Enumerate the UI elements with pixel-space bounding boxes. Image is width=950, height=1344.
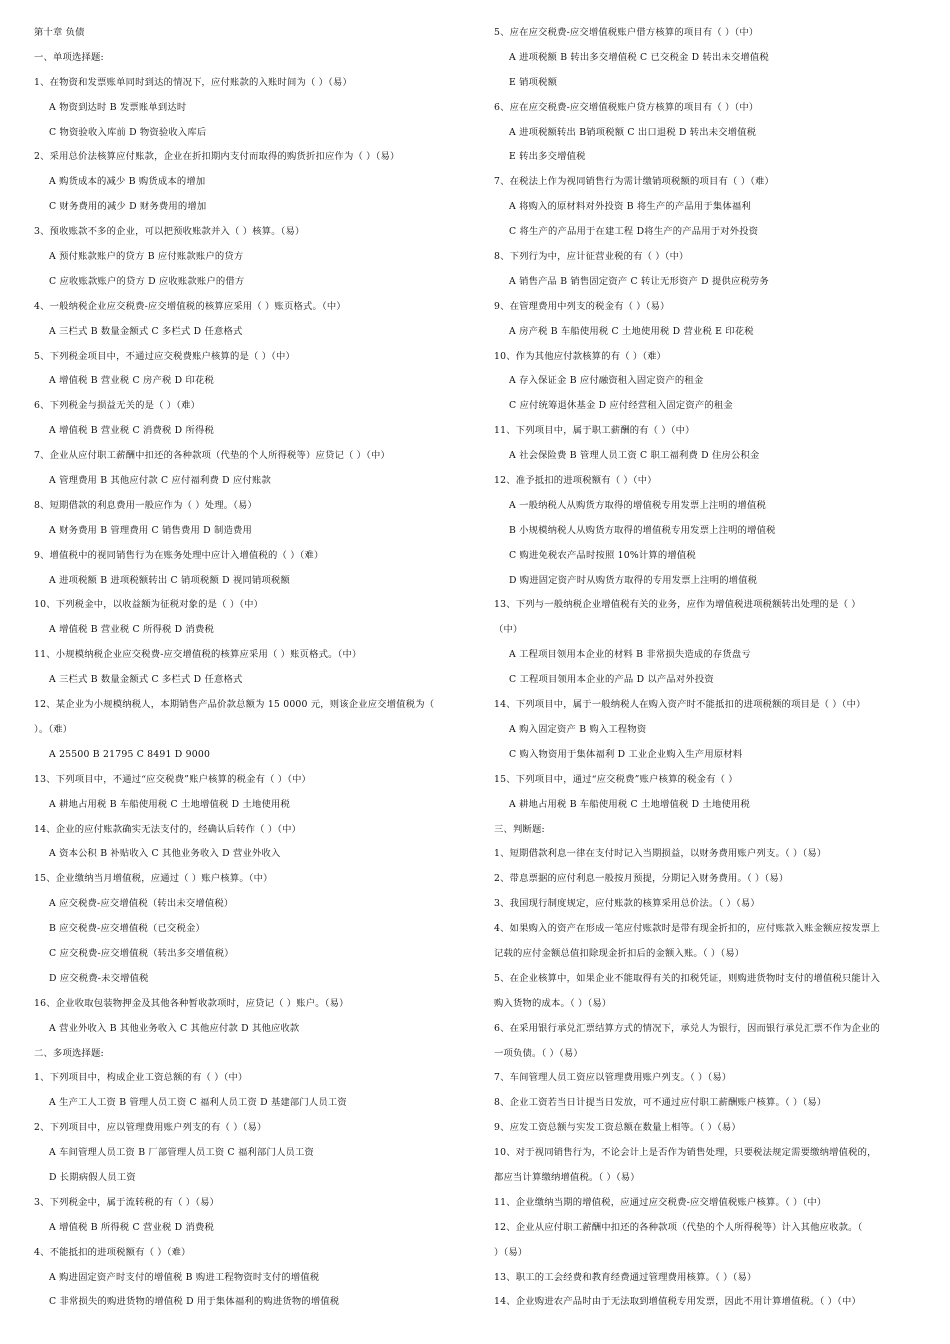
question-line: 12、准予抵扣的进项税额有（ ）（中） (494, 475, 657, 487)
question-line: 6、在采用银行承兑汇票结算方式的情况下，承兑人为银行，因而银行承兑汇票不作为企业的 (494, 1022, 880, 1034)
question-line: 3、下列税金中，属于流转税的有（ ）（易） (34, 1196, 220, 1208)
answer-options: A 资本公积 B 补贴收入 C 其他业务收入 D 营业外收入 (49, 848, 281, 860)
question-continuation: ）（易） (494, 1246, 528, 1258)
answer-options: A 销售产品 B 销售固定资产 C 转让无形资产 D 提供应税劳务 (509, 275, 769, 287)
answer-options: C 购进免税农产品时按照 10%计算的增值税 (509, 549, 696, 561)
answer-options: A 车间管理人员工资 B 厂部管理人员工资 C 福利部门人员工资 (49, 1147, 314, 1159)
answer-options: A 预付账款账户的贷方 B 应付账款账户的贷方 (49, 251, 244, 263)
question-line: 9、应发工资总额与实发工资总额在数量上相等。（ ）（易） (494, 1122, 741, 1134)
question-line: 11、下列项目中，属于职工薪酬的有（ ）（中） (494, 425, 695, 437)
question-line: 8、企业工资若当日计提当日发放，可不通过应付职工薪酬账户核算。（ ）（易） (494, 1097, 827, 1109)
answer-options: A 增值税 B 营业税 C 房产税 D 印花税 (49, 375, 214, 387)
question-line: 7、在税法上作为视同销售行为需计缴销项税额的项目有（ ）（难） (494, 176, 775, 188)
answer-options: A 将购入的原材料对外投资 B 将生产的产品用于集体福利 (509, 201, 751, 213)
question-line: 11、企业缴纳当期的增值税，应通过应交税费-应交增值税账户核算。（ ）（中） (494, 1196, 827, 1208)
question-line: 2、带息票据的应付利息一般按月预提，分期记入财务费用。（ ）（易） (494, 873, 789, 885)
answer-options: A 购货成本的减少 B 购货成本的增加 (49, 176, 206, 188)
question-line: 2、下列项目中，应以管理费用账户列支的有（ ）（易） (34, 1122, 267, 1134)
question-line: 第十章 负债 (34, 27, 85, 38)
answer-options: A 三栏式 B 数量金额式 C 多栏式 D 任意格式 (49, 325, 243, 337)
question-line: 4、一般纳税企业应交税费-应交增值税的核算应采用（ ）账页格式。（中） (34, 300, 346, 312)
question-line: 3、我国现行制度规定，应付账款的核算采用总价法。（ ）（易） (494, 898, 760, 910)
answer-options: C 应付统筹退休基金 D 应付经营租入固定资产的租金 (509, 400, 733, 412)
question-line: 二、多项选择题: (34, 1047, 104, 1059)
answer-options: C 工程项目领用本企业的产品 D 以产品对外投资 (509, 674, 714, 686)
right-column (494, 21, 924, 1315)
answer-options: B 应交税费-应交增值税（已交税金） (49, 923, 205, 935)
question-line: 4、不能抵扣的进项税额有（ ）（难） (34, 1246, 191, 1258)
question-line: 16、企业收取包装物押金及其他各种暂收款项时，应贷记（ ）账户。（易） (34, 997, 349, 1009)
answer-options: A 房产税 B 车船使用税 C 土地使用税 D 营业税 E 印花税 (509, 325, 754, 337)
question-continuation: 购入货物的成本。（ ）（易） (494, 997, 612, 1009)
left-column (34, 21, 464, 1315)
answer-options: A 进项税额转出 B销项税额 C 出口退税 D 转出未交增值税 (509, 126, 757, 138)
answer-options: A 耕地占用税 B 车船使用税 C 土地增值税 D 土地使用税 (49, 798, 290, 810)
question-line: 6、应在应交税费-应交增值税账户贷方核算的项目有（ ）（中） (494, 101, 759, 113)
question-line: 12、某企业为小规模纳税人，本期销售产品价款总额为 15 0000 元，则该企业应交增值税为（ (34, 699, 435, 711)
question-line: 9、在管理费用中列支的税金有（ ）（易） (494, 300, 670, 312)
question-line: 7、企业从应付职工薪酬中扣还的各种款项（代垫的个人所得税等）应贷记（ ）（中） (34, 450, 391, 462)
answer-options: C 应交税费-应交增值税（转出多交增值税） (49, 947, 234, 959)
answer-options: A 25500 B 21795 C 8491 D 9000 (49, 748, 211, 760)
answer-options: A 购进固定资产时支付的增值税 B 购进工程物资时支付的增值税 (49, 1271, 320, 1283)
question-continuation: ）。（难） (34, 723, 73, 735)
answer-options: C 应收账款账户的贷方 D 应收账款账户的借方 (49, 275, 245, 287)
answer-options: C 财务费用的减少 D 财务费用的增加 (49, 201, 207, 213)
question-line: 5、在企业核算中，如果企业不能取得有关的扣税凭证，则购进货物时支付的增值税只能计入 (494, 972, 880, 984)
answer-options: E 销项税额 (509, 76, 558, 88)
question-line: 10、作为其他应付款核算的有（ ）（难） (494, 350, 667, 362)
question-line: 12、企业从应付职工薪酬中扣还的各种款项（代垫的个人所得税等）计入其他应收款。（ (494, 1221, 863, 1233)
question-line: 6、下列税金与损益无关的是（ ）（难） (34, 400, 201, 412)
question-line: 15、企业缴纳当月增值税，应通过（ ）账户核算。（中） (34, 873, 273, 885)
question-line: 14、企业的应付账款确实无法支付的，经确认后转作（ ）（中） (34, 823, 302, 835)
answer-options: A 耕地占用税 B 车船使用税 C 土地增值税 D 土地使用税 (509, 798, 750, 810)
answer-options: A 进项税额 B 进项税额转出 C 销项税额 D 视同销项税额 (49, 574, 290, 586)
answer-options: A 应交税费-应交增值税（转出未交增值税） (49, 898, 234, 910)
answer-options: A 管理费用 B 其他应付款 C 应付福利费 D 应付账款 (49, 475, 271, 487)
question-line: 1、在物资和发票账单同时到达的情况下，应付账款的入账时间为（ ）（易） (34, 76, 353, 88)
answer-options: D 购进固定资产时从购货方取得的专用发票上注明的增值税 (509, 574, 758, 586)
answer-options: A 购入固定资产 B 购入工程物资 (509, 723, 647, 735)
answer-options: A 增值税 B 所得税 C 营业税 D 消费税 (49, 1221, 214, 1233)
question-continuation: （中） (494, 624, 523, 636)
answer-options: A 进项税额 B 转出多交增值税 C 已交税金 D 转出未交增值税 (509, 51, 769, 63)
answer-options: A 财务费用 B 管理费用 C 销售费用 D 制造费用 (49, 524, 252, 536)
answer-options: A 生产工人工资 B 管理人员工资 C 福利人员工资 D 基建部门人员工资 (49, 1097, 347, 1109)
answer-options: A 物资到达时 B 发票账单到达时 (49, 101, 187, 113)
answer-options: C 将生产的产品用于在建工程 D将生产的产品用于对外投资 (509, 226, 759, 238)
question-line: 10、下列税金中，以收益额为征税对象的是（ ）（中） (34, 599, 264, 611)
question-line: 8、下列行为中，应计征营业税的有（ ）（中） (494, 251, 689, 263)
question-line: 15、下列项目中，通过“应交税费”账户核算的税金有（ ） (494, 773, 738, 785)
question-line: 3、预收账款不多的企业，可以把预收账款并入（ ）核算。（易） (34, 226, 305, 238)
answer-options: C 购入物资用于集体福利 D 工业企业购入生产用原材料 (509, 748, 743, 760)
question-line: 14、下列项目中，属于一般纳税人在购入资产时不能抵扣的进项税额的项目是（ ）（中） (494, 699, 866, 711)
question-line: 一、单项选择题: (34, 51, 104, 63)
answer-options: C 物资验收入库前 D 物资验收入库后 (49, 126, 207, 138)
question-line: 7、车间管理人员工资应以管理费用账户列支。（ ）（易） (494, 1072, 732, 1084)
answer-options: D 应交税费-未交增值税 (49, 972, 149, 984)
answer-options: D 长期病假人员工资 (49, 1171, 136, 1183)
answer-options: B 小规模纳税人从购货方取得的增值税专用发票上注明的增值税 (509, 524, 776, 536)
question-line: 5、下列税金项目中，不通过应交税费账户核算的是（ ）（中） (34, 350, 296, 362)
answer-options: A 增值税 B 营业税 C 所得税 D 消费税 (49, 624, 214, 636)
question-continuation: 都应当计算缴纳增值税。（ ）（易） (494, 1171, 640, 1183)
question-line: 9、增值税中的视同销售行为在账务处理中应计入增值税的（ ）（难） (34, 549, 324, 561)
answer-options: A 一般纳税人从购货方取得的增值税专用发票上注明的增值税 (509, 499, 766, 511)
question-line: 5、应在应交税费-应交增值税账户借方核算的项目有（ ）（中） (494, 27, 759, 38)
answer-options: A 三栏式 B 数量金额式 C 多栏式 D 任意格式 (49, 674, 243, 686)
answer-options: A 存入保证金 B 应付融资租入固定资产的租金 (509, 375, 704, 387)
question-line: 10、对于视同销售行为，不论会计上是否作为销售处理，只要税法规定需要缴纳增值税的， (494, 1147, 877, 1159)
question-line: 11、小规模纳税企业应交税费-应交增值税的核算应采用（ ）账页格式。（中） (34, 649, 362, 661)
question-line: 13、职工的工会经费和教育经费通过管理费用核算。（ ）（易） (494, 1271, 757, 1283)
question-line: 13、下列与一般纳税企业增值税有关的业务，应作为增值税进项税额转出处理的是（ ） (494, 599, 861, 611)
answer-options: A 社会保险费 B 管理人员工资 C 职工福利费 D 住房公积金 (509, 450, 760, 462)
answer-options: E 转出多交增值税 (509, 151, 586, 163)
question-line: 13、下列项目中，不通过“应交税费”账户核算的税金有（ ）（中） (34, 773, 312, 785)
answer-options: A 增值税 B 营业税 C 消费税 D 所得税 (49, 425, 214, 437)
question-line: 1、下列项目中，构成企业工资总额的有（ ）（中） (34, 1072, 248, 1084)
question-line: 4、如果购入的资产在形成一笔应付账款时是带有现金折扣的，应付账款入账金额应按发票上 (494, 923, 880, 935)
answer-options: A 工程项目领用本企业的材料 B 非常损失造成的存货盘亏 (509, 649, 751, 661)
question-line: 8、短期借款的利息费用一般应作为（ ）处理。（易） (34, 499, 258, 511)
answer-options: A 营业外收入 B 其他业务收入 C 其他应付款 D 其他应收款 (49, 1022, 300, 1034)
question-line: 1、短期借款利息一律在支付时记入当期损益，以财务费用账户列支。（ ）（易） (494, 848, 827, 860)
answer-options: C 非常损失的购进货物的增值税 D 用于集体福利的购进货物的增值税 (49, 1296, 340, 1308)
question-line: 2、采用总价法核算应付账款，企业在折扣期内支付而取得的购货折扣应作为（ ）（易） (34, 151, 400, 163)
question-line: 14、企业购进农产品时由于无法取到增值税专用发票，因此不用计算增值税。（ ）（中） (494, 1296, 861, 1308)
question-continuation: 一项负债。（ ）（易） (494, 1047, 583, 1059)
question-continuation: 记载的应付金额总值扣除现金折扣后的金额入账。（ ）（易） (494, 947, 745, 959)
question-line: 三、判断题: (494, 823, 545, 835)
